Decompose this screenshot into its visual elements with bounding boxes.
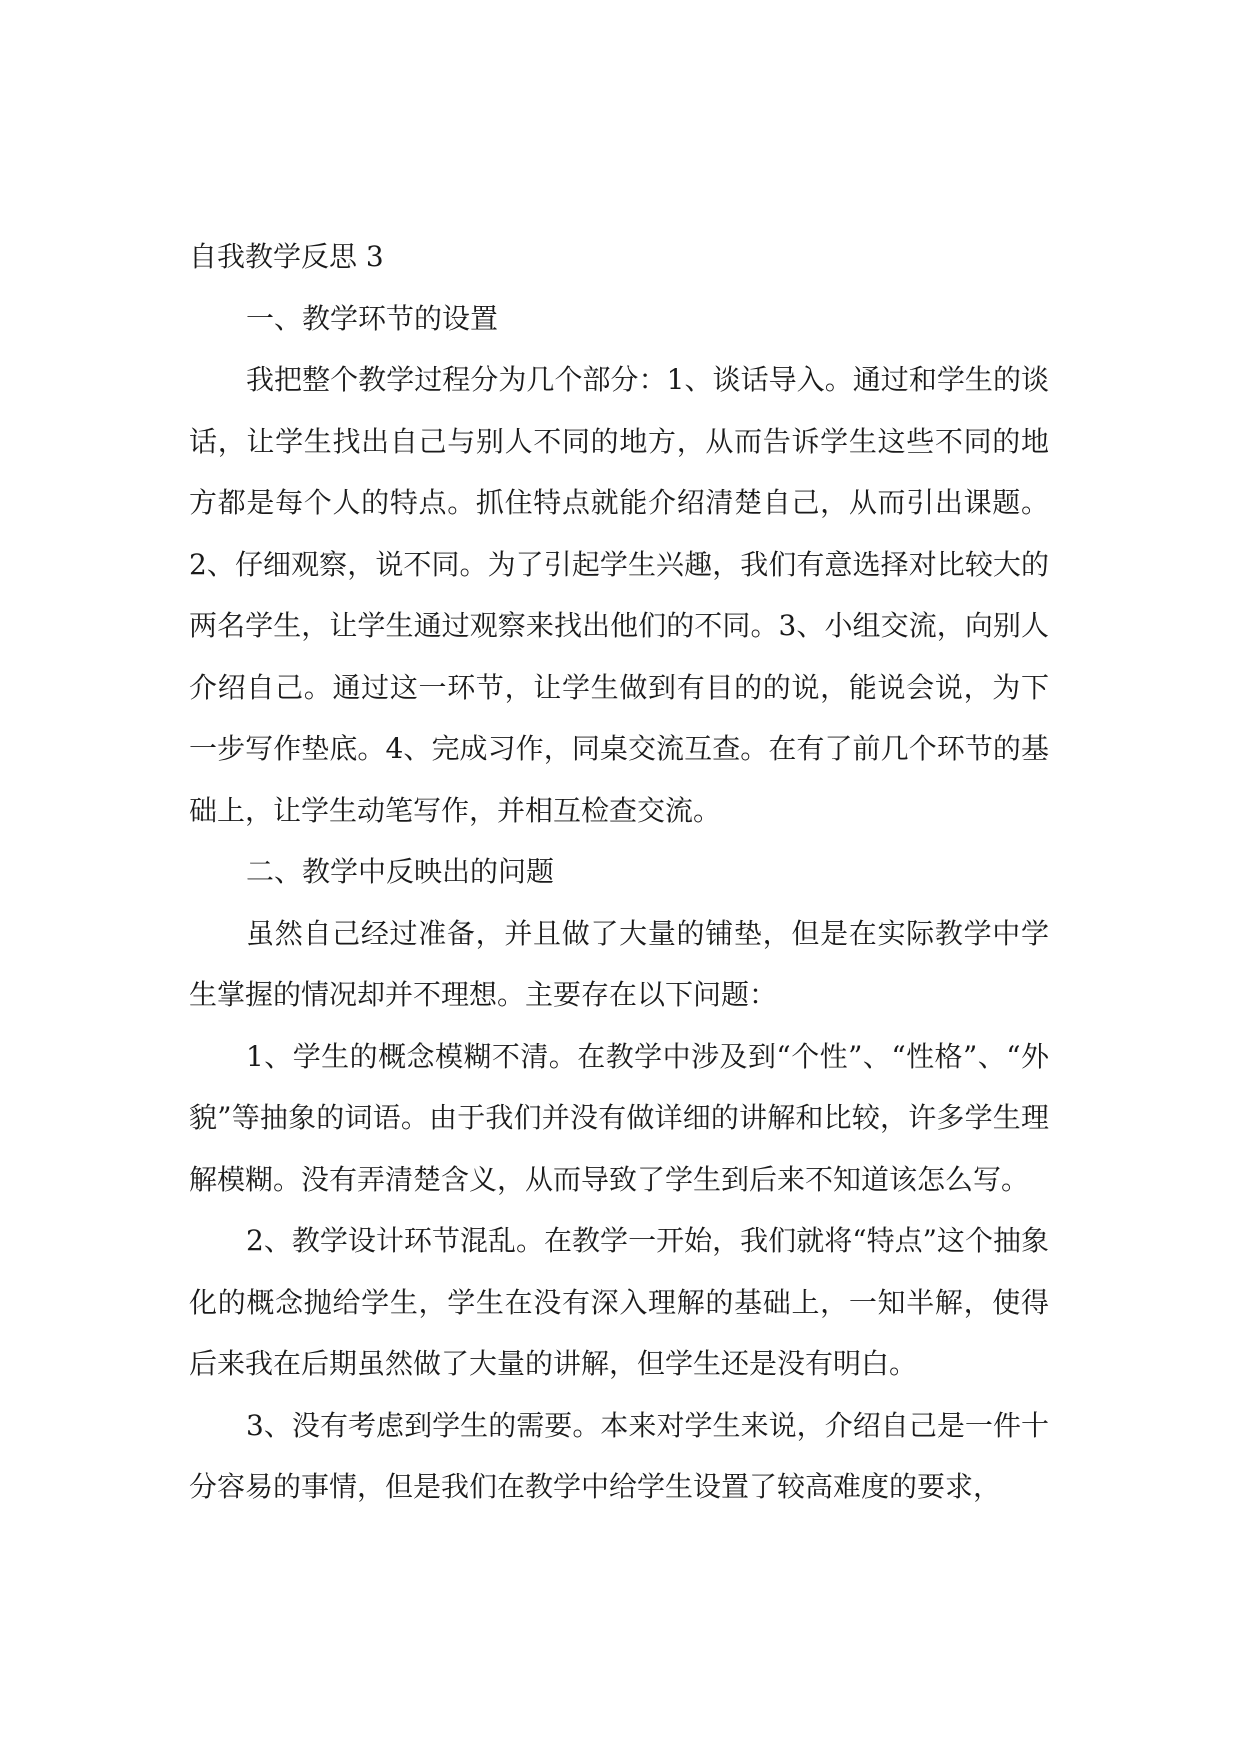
paragraph-problem-2: 2、教学设计环节混乱。在教学一开始，我们就将“特点”这个抽象化的概念抛给学生，学生在没有深入理解的基础上，一知半解，使得后来我在后期虽然做了大量的讲解，但学生还是没有明白。: [189, 1224, 1049, 1380]
document-body: [189, 226, 1049, 1518]
paragraph-problem-1: 1、学生的概念模糊不清。在教学中涉及到“个性”、“性格”、“外貌”等抽象的词语。由于我们并没有做详细的讲解和比较，许多学生理解模糊。没有弄清楚含义，从而导致了学生到后来不知道该怎么写。: [189, 1039, 1049, 1196]
section-heading-2: 二、教学中反映出的问题: [246, 855, 555, 888]
paragraph-problem-3: 3、没有考虑到学生的需要。本来对学生来说，介绍自己是一件十分容易的事情，但是我们在教学中给学生设置了较高难度的要求，: [189, 1408, 1049, 1503]
paragraph-teaching-steps: 我把整个教学过程分为几个部分：1、谈话导入。通过和学生的谈话，让学生找出自己与别人不同的地方，从而告诉学生这些不同的地方都是每个人的特点。抓住特点就能介绍清楚自己，从而引出课题。2、仔细观察，说不同。为了引起学生兴趣，我们有意选择对比较大的两名学生，让学生通过观察来找出他们的不同。3、小组交流，向别人介绍自己。通过这一环节，让学生做到有目的的说，能说会说，为下一步写作垫底。4、完成习作，同桌交流互查。在有了前几个环节的基础上，让学生动笔写作，并相互检查交流。: [189, 363, 1049, 827]
section-heading-1: 一、教学环节的设置: [246, 301, 499, 335]
paragraph-problems-intro: 虽然自己经过准备，并且做了大量的铺垫，但是在实际教学中学生掌握的情况却并不理想。主要存在以下问题：: [189, 916, 1049, 1011]
document-title: 自我教学反思 3: [189, 240, 384, 273]
